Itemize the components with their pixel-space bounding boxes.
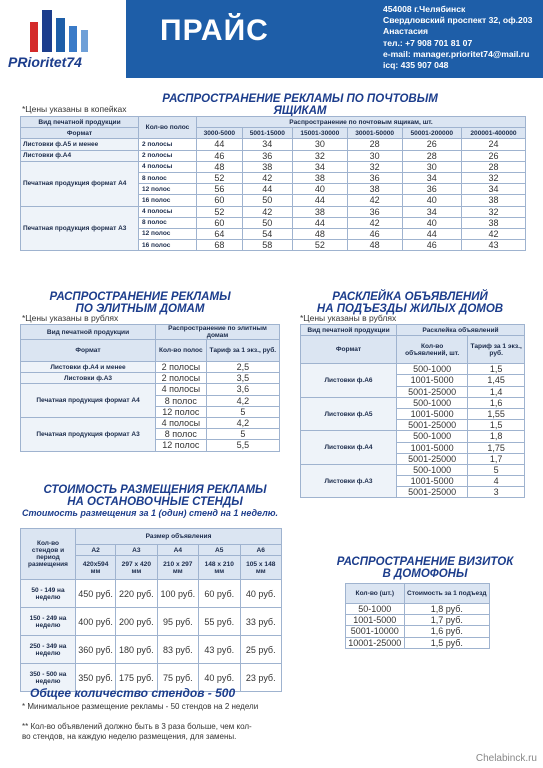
table-cell: 30 xyxy=(402,161,461,172)
table-cell: 46 xyxy=(402,240,461,251)
table-cell: 5001-25000 xyxy=(397,386,468,397)
watermark: Chelabinck.ru xyxy=(475,753,537,764)
table-cell: Листовки ф.А4 и менее xyxy=(21,362,156,373)
table-cell: 1,7 руб. xyxy=(404,615,489,626)
table-cell: 34 xyxy=(242,139,292,150)
table-cell: 34 xyxy=(461,184,525,195)
table-row xyxy=(346,615,490,626)
table-cell: 5 xyxy=(206,406,279,417)
table-cell: 38 xyxy=(461,217,525,228)
table-cell: 38 xyxy=(242,161,292,172)
table-cell: 46 xyxy=(197,150,243,161)
posting-title: РАСКЛЕЙКА ОБЪЯВЛЕНИЙ НА ПОДЪЕЗДЫ ЖИЛЫХ ДОМОВ xyxy=(316,291,504,315)
contact-block xyxy=(383,4,532,71)
table-row xyxy=(346,604,490,615)
table-cell: 1001-5000 xyxy=(346,615,405,626)
table-cell: Листовки ф.А5 и менее xyxy=(21,139,139,150)
table-cell: 26 xyxy=(461,150,525,161)
table-row xyxy=(21,161,526,172)
table-cell: 30 xyxy=(292,139,347,150)
posting-note: *Цены указаны в рублях xyxy=(300,313,397,323)
table-row xyxy=(21,636,282,664)
table-cell: 60 xyxy=(197,195,243,206)
th-range-col: 200001-400000 xyxy=(461,128,525,139)
table-cell: 32 xyxy=(461,206,525,217)
table-cell: 40 руб. xyxy=(240,580,282,608)
contact-line: 454008 г.Челябинск xyxy=(383,4,466,14)
table-cell: 42 xyxy=(242,172,292,183)
table-cell: 2 полосы xyxy=(156,373,207,384)
table-cell: 12 полос xyxy=(139,228,197,239)
th-pages: Кол-во полос xyxy=(139,117,197,139)
table-cell: 250 - 349 на неделю xyxy=(21,636,76,664)
th-type: Вид печатной продукции xyxy=(301,325,397,336)
mailbox-note: *Цены указаны в копейках xyxy=(22,104,127,114)
table-cell: 44 xyxy=(402,228,461,239)
table-cell: 100 руб. xyxy=(157,580,198,608)
table-row xyxy=(21,139,526,150)
table-cell: 24 xyxy=(461,139,525,150)
th-type: Вид печатной продукции xyxy=(21,117,139,128)
table-cell: 220 руб. xyxy=(116,580,157,608)
table-cell: 40 xyxy=(402,217,461,228)
table-cell: 68 xyxy=(197,240,243,251)
table-cell: 48 xyxy=(197,161,243,172)
table-cell: 150 - 249 на неделю xyxy=(21,608,76,636)
stands-subtitle: Стоимость размещения за 1 (один) стенд на 1 неделю. xyxy=(22,508,279,518)
th-size-dim: 105 х 148 мм xyxy=(240,556,282,580)
table-cell: 1,45 xyxy=(468,375,525,386)
table-cell: Листовки ф.А3 xyxy=(21,373,156,384)
table-row xyxy=(21,150,526,161)
th-size: Размер объявления xyxy=(76,529,282,545)
th-range: Распространение по почтовым ящикам, шт. xyxy=(197,117,526,128)
table-cell: Листовки ф.А5 xyxy=(301,397,397,431)
table-row xyxy=(21,384,280,395)
table-cell: 5,5 xyxy=(206,440,279,451)
table-cell: 5001-25000 xyxy=(397,420,468,431)
table-cell: 83 руб. xyxy=(157,636,198,664)
table-cell: 42 xyxy=(461,228,525,239)
th-size-dim: 297 х 420 мм xyxy=(116,556,157,580)
table-cell: 2 полосы xyxy=(156,362,207,373)
table-cell: 500-1000 xyxy=(397,364,468,375)
table-cell: Печатная продукция формат А3 xyxy=(21,206,139,251)
th-price: Стоимость за 1 подъезд xyxy=(404,584,489,604)
table-cell: 5001-10000 xyxy=(346,626,405,637)
header xyxy=(0,0,543,78)
table-cell: 5001-25000 xyxy=(397,453,468,464)
table-cell: 3,5 xyxy=(206,373,279,384)
table-row xyxy=(21,417,280,428)
table-cell: 1,4 xyxy=(468,386,525,397)
contact-line: e-mail: manager.prioritet74@mail.ru xyxy=(383,48,530,59)
th-count: Кол-во стендов и период размещения xyxy=(21,529,76,580)
table-cell: 95 руб. xyxy=(157,608,198,636)
table-cell: 4 xyxy=(468,476,525,487)
table-cell: 40 xyxy=(402,195,461,206)
table-cell: 350 руб. xyxy=(76,664,116,692)
table-cell: 175 руб. xyxy=(116,664,157,692)
table-cell: Листовки ф.А3 xyxy=(301,464,397,498)
table-cell: 1,5 руб. xyxy=(404,637,489,648)
table-cell: 1,8 руб. xyxy=(404,604,489,615)
table-row xyxy=(301,397,525,408)
table-cell: 60 xyxy=(197,217,243,228)
table-cell: 1,75 xyxy=(468,442,525,453)
table-cell: 12 полос xyxy=(139,184,197,195)
table-cell: 34 xyxy=(402,172,461,183)
table-cell: 1001-5000 xyxy=(397,408,468,419)
logo xyxy=(0,0,126,78)
table-cell: 16 полос xyxy=(139,240,197,251)
table-cell: 360 руб. xyxy=(76,636,116,664)
table-cell: 1,5 xyxy=(468,420,525,431)
page-title: ПРАЙС xyxy=(160,14,269,47)
th-size-col: А2 xyxy=(76,545,116,556)
contact-line: Анастасия xyxy=(383,26,429,37)
stands-table xyxy=(20,528,282,692)
table-cell: 26 xyxy=(402,139,461,150)
table-row xyxy=(301,364,525,375)
th-size-col: А3 xyxy=(116,545,157,556)
th-size-dim: 420х594 мм xyxy=(76,556,116,580)
footnote-2: ** Кол-во объявлений должно быть в 3 раза больше, чем кол-во стендов, на каждую неделю размещения, для замены. xyxy=(22,722,252,741)
table-cell: 40 руб. xyxy=(199,664,240,692)
table-cell: 32 xyxy=(347,161,402,172)
table-cell: 36 xyxy=(347,172,402,183)
table-cell: 42 xyxy=(347,195,402,206)
table-cell: 42 xyxy=(242,206,292,217)
table-cell: 200 руб. xyxy=(116,608,157,636)
table-cell: Листовки ф.А4 xyxy=(301,431,397,465)
table-cell: 50-1000 xyxy=(346,604,405,615)
table-cell: 500-1000 xyxy=(397,431,468,442)
table-cell: 75 руб. xyxy=(157,664,198,692)
table-cell: 50 xyxy=(242,195,292,206)
table-cell: 500-1000 xyxy=(397,464,468,475)
th-size-dim: 148 х 210 мм xyxy=(199,556,240,580)
stands-title: СТОИМОСТЬ РАЗМЕЩЕНИЯ РЕКЛАМЫ НА ОСТАНОВОЧНЫЕ СТЕНДЫ xyxy=(43,484,267,508)
elite-table xyxy=(20,324,280,452)
table-cell: 25 руб. xyxy=(240,636,282,664)
table-cell: 5 xyxy=(206,429,279,440)
table-cell: 180 руб. xyxy=(116,636,157,664)
table-cell: 4,2 xyxy=(206,417,279,428)
table-cell: 28 xyxy=(347,139,402,150)
table-cell: 33 руб. xyxy=(240,608,282,636)
table-cell: Листовки ф.А6 xyxy=(301,364,397,398)
table-cell: 52 xyxy=(292,240,347,251)
contact-line: icq: 435 907 048 xyxy=(383,60,449,71)
mailbox-table xyxy=(20,116,526,251)
table-cell: 1,5 xyxy=(468,364,525,375)
table-cell: 46 xyxy=(347,228,402,239)
table-row xyxy=(21,373,280,384)
th-price: Тариф за 1 экз., руб. xyxy=(206,340,279,362)
table-cell: 10001-25000 xyxy=(346,637,405,648)
table-cell: 28 xyxy=(402,150,461,161)
table-row xyxy=(21,608,282,636)
table-cell: 50 - 149 на неделю xyxy=(21,580,76,608)
table-cell: 8 полос xyxy=(139,217,197,228)
th-dist: Распространение по элитным домам xyxy=(156,325,280,340)
table-cell: 32 xyxy=(292,150,347,161)
posting-table xyxy=(300,324,525,498)
table-cell: 50 xyxy=(242,217,292,228)
th-size-dim: 210 х 297 мм xyxy=(157,556,198,580)
th-range-col: 15001-30000 xyxy=(292,128,347,139)
table-cell: 60 руб. xyxy=(199,580,240,608)
footnote-1: * Минимальное размещение рекламы - 50 стендов на 2 недели xyxy=(22,702,259,711)
table-cell: Печатная продукция формат А4 xyxy=(21,384,156,418)
table-cell: 64 xyxy=(197,228,243,239)
table-cell: 2 полосы xyxy=(139,150,197,161)
th-size-col: А6 xyxy=(240,545,282,556)
table-cell: 52 xyxy=(197,206,243,217)
table-cell: 1,6 xyxy=(468,397,525,408)
th-type: Вид печатной продукции xyxy=(21,325,156,340)
table-cell: 400 руб. xyxy=(76,608,116,636)
table-row xyxy=(21,206,526,217)
logo-text: PRioritet74 xyxy=(8,54,82,70)
table-cell: 500-1000 xyxy=(397,397,468,408)
table-row xyxy=(346,637,490,648)
table-cell: 1001-5000 xyxy=(397,375,468,386)
table-cell: 34 xyxy=(292,161,347,172)
th-format: Формат xyxy=(21,128,139,139)
table-cell: Листовки ф.А4 xyxy=(21,150,139,161)
elite-title: РАСПРОСТРАНЕНИЕ РЕКЛАМЫ ПО ЭЛИТНЫМ ДОМАМ xyxy=(49,291,231,315)
elite-note: *Цены указаны в рублях xyxy=(22,313,119,323)
table-cell: 4 полосы xyxy=(156,417,207,428)
table-cell: 4,2 xyxy=(206,395,279,406)
table-row xyxy=(21,580,282,608)
th-format: Формат xyxy=(21,340,156,362)
table-cell: 48 xyxy=(347,240,402,251)
th-pages: Кол-во полос xyxy=(156,340,207,362)
table-cell: 55 руб. xyxy=(199,608,240,636)
table-cell: 43 xyxy=(461,240,525,251)
table-cell: 54 xyxy=(242,228,292,239)
th-range-col: 50001-200000 xyxy=(402,128,461,139)
table-cell: 1001-5000 xyxy=(397,442,468,453)
table-cell: 8 полос xyxy=(156,429,207,440)
table-cell: 12 полос xyxy=(156,440,207,451)
table-cell: 40 xyxy=(292,184,347,195)
table-cell: 1,55 xyxy=(468,408,525,419)
cards-title: РАСПРОСТРАНЕНИЕ ВИЗИТОК В ДОМОФОНЫ xyxy=(336,556,514,580)
table-cell: 4 полосы xyxy=(156,384,207,395)
table-cell: 8 полос xyxy=(156,395,207,406)
table-cell: 36 xyxy=(347,206,402,217)
cards-table xyxy=(345,583,490,649)
table-row xyxy=(21,362,280,373)
th-range-col: 30001-50000 xyxy=(347,128,402,139)
table-cell: 450 руб. xyxy=(76,580,116,608)
table-cell: 38 xyxy=(461,195,525,206)
stands-total: Общее количество стендов - 500 xyxy=(30,686,236,700)
table-cell: 23 руб. xyxy=(240,664,282,692)
table-row xyxy=(346,626,490,637)
table-cell: 1,6 руб. xyxy=(404,626,489,637)
th-range-col: 5001-15000 xyxy=(242,128,292,139)
table-cell: 32 xyxy=(461,172,525,183)
table-cell: 2 полосы xyxy=(139,139,197,150)
table-cell: 5001-25000 xyxy=(397,487,468,498)
table-cell: 38 xyxy=(347,184,402,195)
table-cell: 36 xyxy=(242,150,292,161)
th-qty: Кол-во объявлений, шт. xyxy=(397,336,468,364)
table-cell: 16 полос xyxy=(139,195,197,206)
contact-line: тел.: +7 908 701 81 07 xyxy=(383,37,473,48)
table-cell: 48 xyxy=(292,228,347,239)
th-size-col: А5 xyxy=(199,545,240,556)
table-cell: 28 xyxy=(461,161,525,172)
table-cell: 44 xyxy=(292,195,347,206)
table-cell: 1001-5000 xyxy=(397,476,468,487)
th-format: Формат xyxy=(301,336,397,364)
table-cell: 5 xyxy=(468,464,525,475)
table-cell: 44 xyxy=(292,217,347,228)
table-cell: 36 xyxy=(402,184,461,195)
building-logo-icon xyxy=(0,0,126,60)
table-cell: 38 xyxy=(292,172,347,183)
table-cell: 38 xyxy=(292,206,347,217)
table-cell: 12 полос xyxy=(156,406,207,417)
table-cell: 1,7 xyxy=(468,453,525,464)
table-cell: 1,8 xyxy=(468,431,525,442)
table-cell: 58 xyxy=(242,240,292,251)
table-cell: 52 xyxy=(197,172,243,183)
table-cell: 44 xyxy=(197,139,243,150)
table-cell: 42 xyxy=(347,217,402,228)
table-cell: 3,6 xyxy=(206,384,279,395)
table-cell: 44 xyxy=(242,184,292,195)
table-row xyxy=(301,431,525,442)
contact-line: Свердловский проспект 32, оф.203 xyxy=(383,15,533,26)
table-cell: 2,5 xyxy=(206,362,279,373)
table-cell: 43 руб. xyxy=(199,636,240,664)
mailbox-title: РАСПРОСТРАНЕНИЕ РЕКЛАМЫ ПО ПОЧТОВЫМ ЯЩИКАМ xyxy=(162,93,438,117)
table-cell: 4 полосы xyxy=(139,161,197,172)
table-cell: Печатная продукция формат А3 xyxy=(21,417,156,451)
th-price: Тариф за 1 экз., руб. xyxy=(468,336,525,364)
table-cell: 34 xyxy=(402,206,461,217)
table-cell: Печатная продукция формат А4 xyxy=(21,161,139,206)
th-range-col: 3000-5000 xyxy=(197,128,243,139)
th-qty: Кол-во (шт.) xyxy=(346,584,405,604)
table-cell: 56 xyxy=(197,184,243,195)
th-post: Расклейка объявлений xyxy=(397,325,525,336)
table-cell: 3 xyxy=(468,487,525,498)
table-cell: 350 - 500 на неделю xyxy=(21,664,76,692)
table-cell: 30 xyxy=(347,150,402,161)
table-cell: 8 полос xyxy=(139,172,197,183)
th-size-col: А4 xyxy=(157,545,198,556)
table-cell: 4 полосы xyxy=(139,206,197,217)
table-row xyxy=(301,464,525,475)
